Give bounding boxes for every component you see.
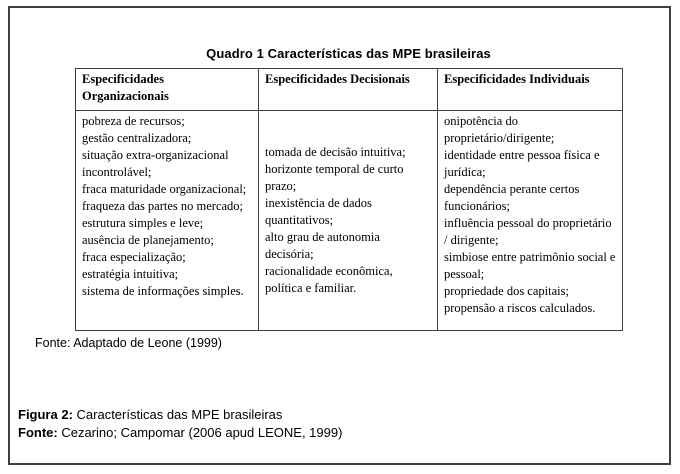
figure-caption-block (18, 406, 342, 441)
table-cell-item: pobreza de recursos; (82, 114, 185, 128)
figure-text: Características das MPE brasileiras (72, 407, 283, 422)
table-cell-item: propensão a riscos calculados. (444, 301, 596, 315)
table-cell-item: alto grau de autonomia decisória; (265, 229, 380, 261)
cell-organizacionais (76, 111, 259, 331)
table-cell-item: dependência perante certos funcionários; (444, 182, 580, 213)
table-cell-item: situação extra-organizacional incontrolável; (82, 148, 229, 179)
header-cell-organizacionais: Especificidades Organizacionais (76, 69, 259, 111)
figure-source-label: Fonte: (18, 424, 58, 440)
table-cell-item: simbiose entre patrimônio social e pessoal; (444, 250, 616, 281)
cell-individuais (438, 111, 623, 331)
table-cell-item: onipotência do proprietário/dirigente; (444, 114, 555, 145)
table-cell-item: fraca maturidade organizacional; (82, 182, 247, 196)
figure-label: Figura 2: (18, 407, 73, 422)
table-cell-item: racionalidade econômica, política e familiar. (265, 263, 393, 295)
header-cell-individuais: Especificidades Individuais (438, 69, 623, 111)
table-source-line: Fonte: Adaptado de Leone (1999) (35, 336, 222, 350)
table-title: Quadro 1 Características das MPE brasileiras (206, 46, 491, 61)
table-cell-item: fraca especialização; (82, 250, 186, 264)
table-cell-item: inexistência de dados quantitativos; (265, 195, 372, 227)
table-cell-item: gestão centralizadora; (82, 131, 192, 145)
table-cell-item: propriedade dos capitais; (444, 284, 569, 298)
table-cell-item: horizonte temporal de curto prazo; (265, 161, 404, 193)
table-header-row (76, 69, 623, 111)
table-cell-item: sistema de informações simples. (82, 284, 244, 298)
header-cell-decisionais: Especificidades Decisionais (259, 69, 438, 111)
table-cell-item: estratégia intuitiva; (82, 267, 179, 281)
figure-caption-line (18, 406, 342, 424)
table-cell-item: fraqueza das partes no mercado; (82, 199, 244, 213)
figure-source-line (18, 424, 342, 442)
table-cell-item: estrutura simples e leve; (82, 216, 204, 230)
characteristics-table (75, 68, 623, 331)
figure-source-text: Cezarino; Campomar (2006 apud LEONE, 1999) (57, 424, 343, 440)
cell-decisionais (259, 111, 438, 331)
table-cell-item: ausência de planejamento; (82, 233, 214, 247)
table-body-row (76, 111, 623, 331)
table-cell-item: identidade entre pessoa física e jurídica; (444, 148, 600, 179)
table-cell-item: tomada de decisão intuitiva; (265, 144, 406, 159)
table-cell-item: influência pessoal do proprietário / dirigente; (444, 216, 612, 247)
